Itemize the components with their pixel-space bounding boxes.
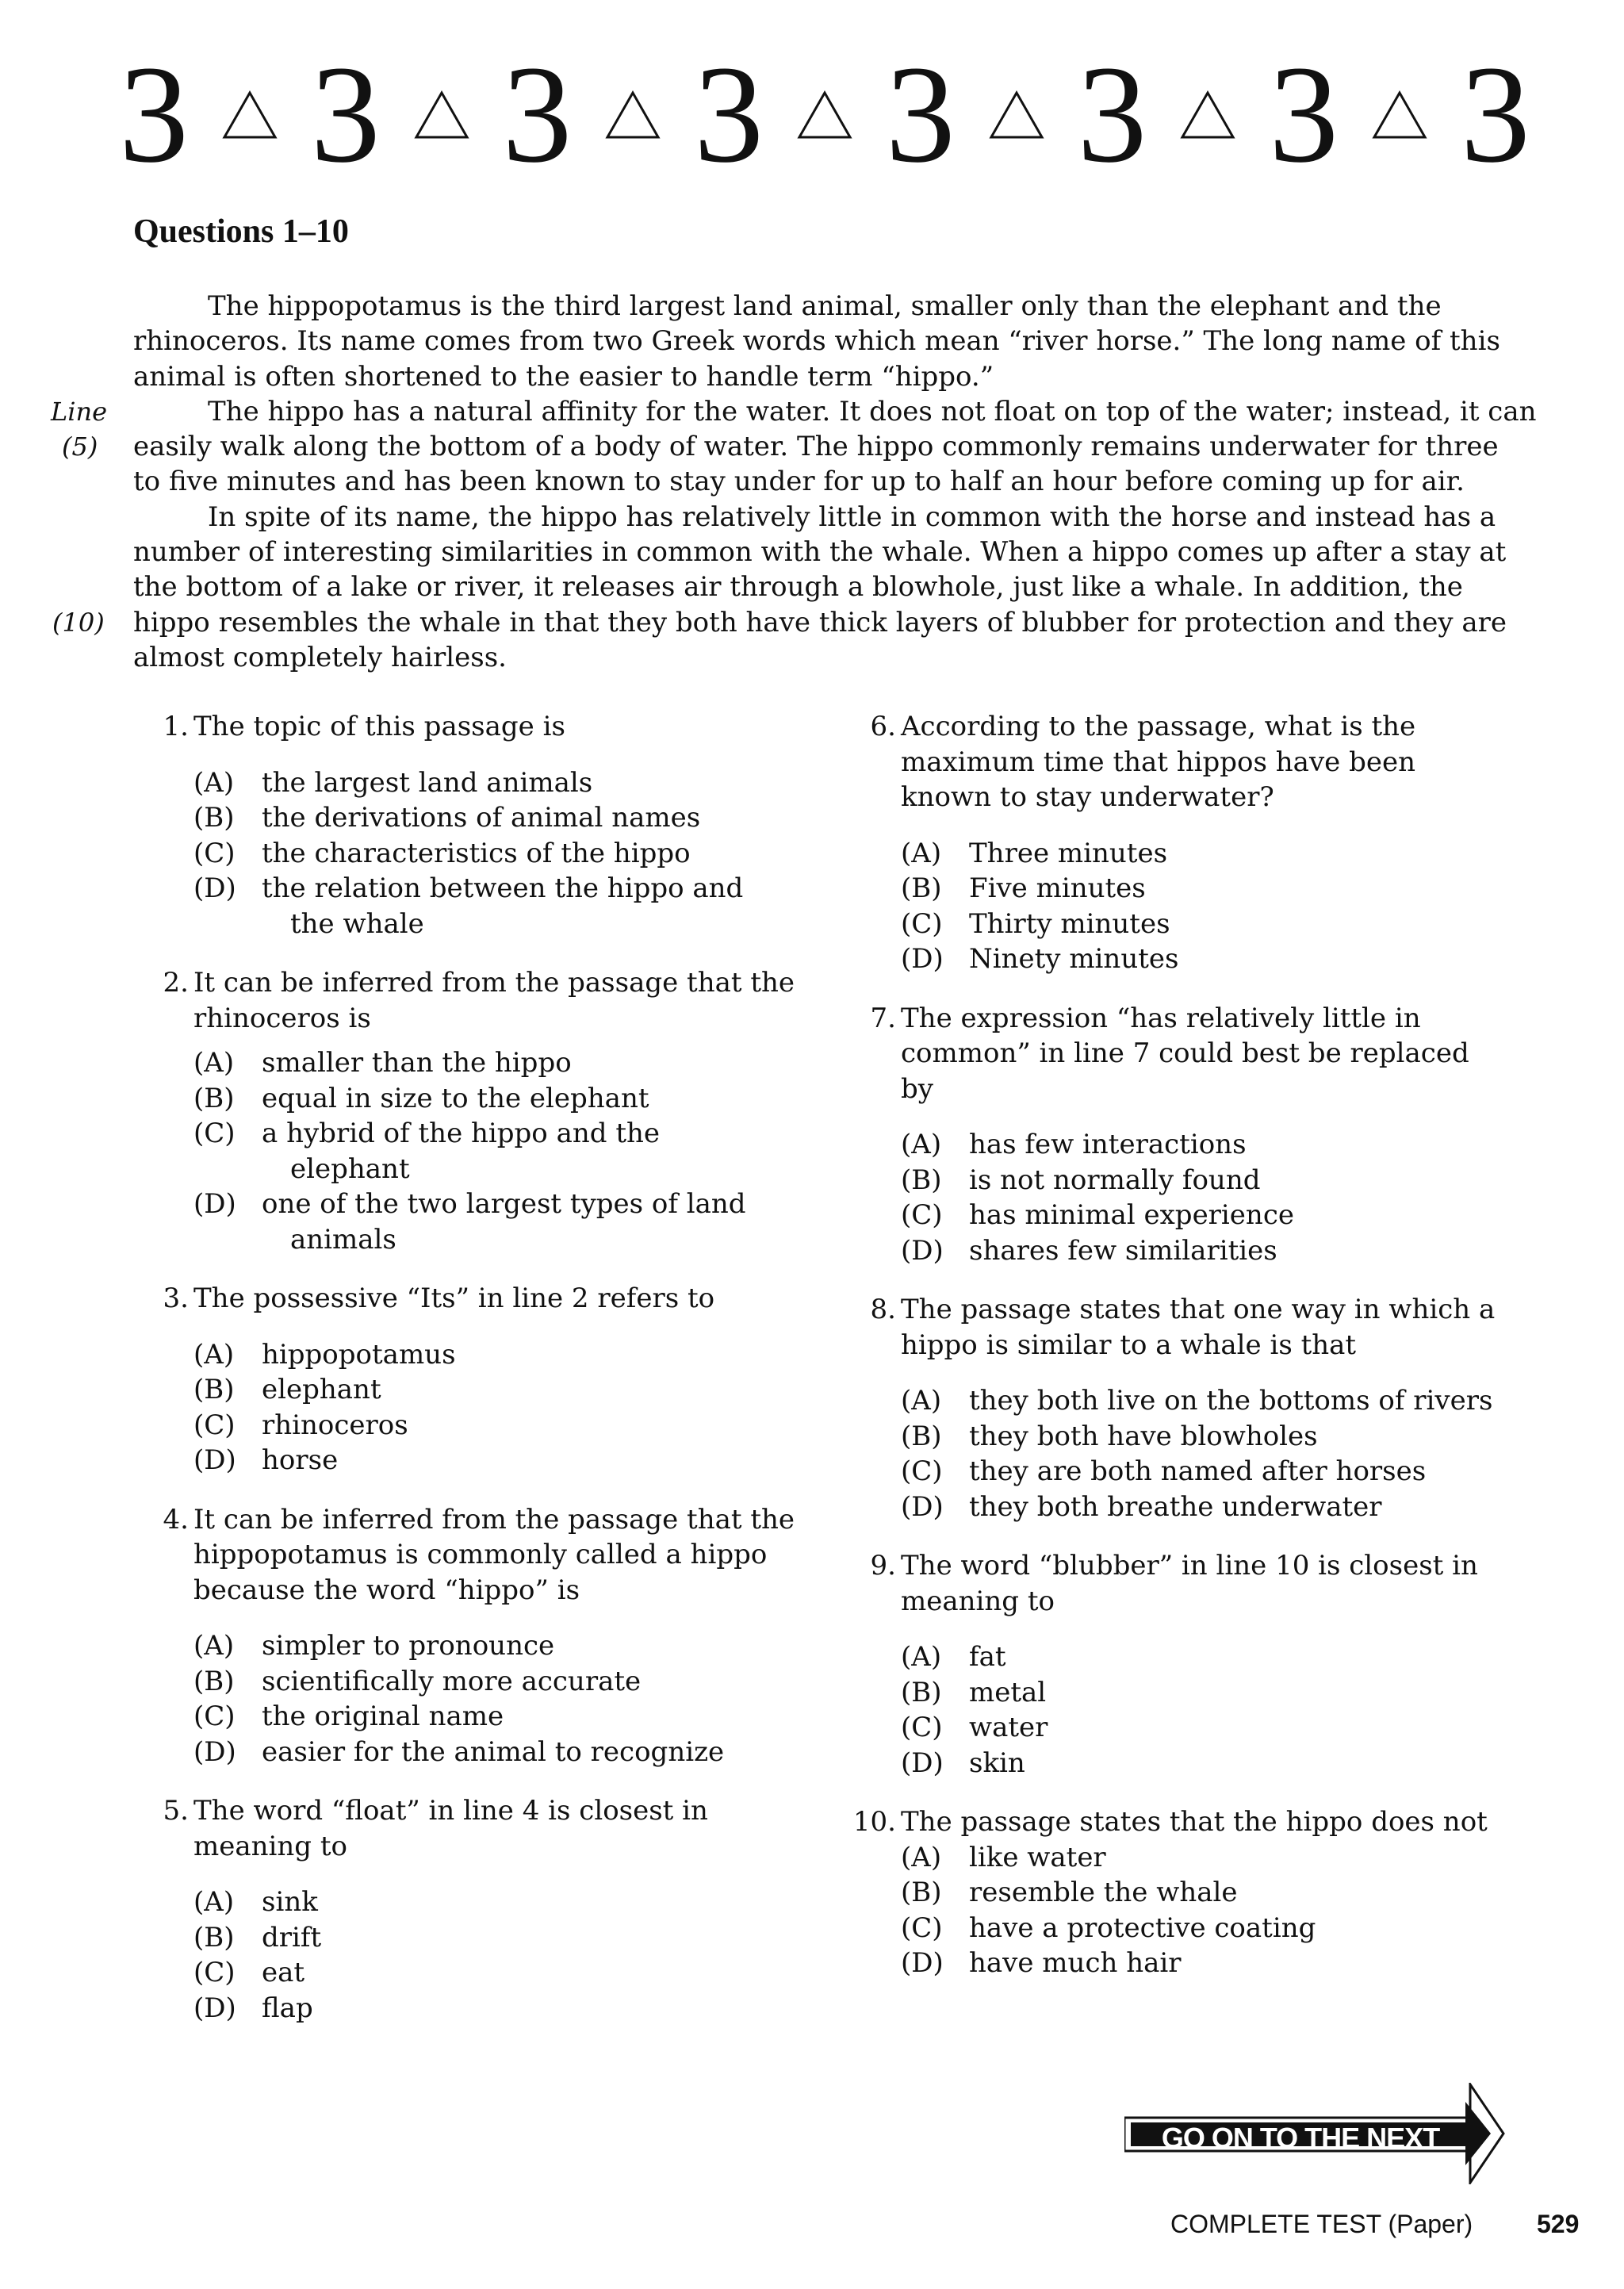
passage-line: animal is often shortened to the easier to handle term “hippo.” <box>133 360 994 393</box>
choice-c[interactable] <box>193 1408 839 1444</box>
choice-letter: (B) <box>901 1164 942 1196</box>
choice-b[interactable] <box>901 871 1530 907</box>
choice-letter: (D) <box>901 1746 944 1779</box>
question-stem <box>193 1502 839 1608</box>
section-number: 3 <box>310 37 381 192</box>
answer-choices <box>901 1639 1530 1781</box>
choice-text-line: one of the two largest types of land <box>262 1188 746 1220</box>
passage-line: rhinoceros. Its name comes from two Greek words which mean “river horse.” The long name of this <box>133 325 1500 358</box>
choice-letter: (C) <box>901 1712 943 1743</box>
choice-text: simpler to pronounce <box>262 1630 555 1662</box>
choice-text <box>262 871 839 941</box>
answer-choices <box>193 1337 839 1478</box>
passage-line: hippo resembles the whale in that they both have thick layers of blubber for protection and they are <box>133 606 1507 638</box>
choice-text: elephant <box>262 1374 381 1405</box>
passage-line: the bottom of a lake or river, it releases air through a blowhole, just like a whale. In addition, the <box>133 571 1463 604</box>
line-number-10: (10) <box>52 608 105 638</box>
stem-line: meaning to <box>193 1830 348 1862</box>
stem-line: because the word “hippo” is <box>193 1574 580 1606</box>
question-number: 2. <box>163 967 189 999</box>
choice-text-line: the relation between the hippo and <box>262 872 744 904</box>
choice-b[interactable] <box>193 1372 839 1408</box>
stem-line: The topic of this passage is <box>193 711 565 742</box>
choice-letter: (C) <box>901 907 943 940</box>
choice-text: sink <box>262 1886 318 1918</box>
question-9 <box>848 1548 1530 1781</box>
choice-letter: (D) <box>901 1490 944 1523</box>
choice-a[interactable] <box>193 1884 839 1920</box>
stem-line: hippo is similar to a whale is that <box>901 1329 1357 1361</box>
choice-text: eat <box>262 1957 305 1988</box>
choice-letter: (C) <box>193 837 236 869</box>
question-1 <box>141 709 839 941</box>
choice-b[interactable] <box>193 1920 839 1956</box>
question-number: 1. <box>163 711 189 742</box>
choice-text: they are both named after horses <box>969 1455 1427 1487</box>
stem-line: by <box>901 1072 933 1105</box>
choice-text: scientifically more accurate <box>262 1665 642 1697</box>
choice-letter: (B) <box>193 1082 235 1114</box>
answer-choices <box>193 1884 839 2026</box>
choice-a[interactable] <box>901 1383 1530 1419</box>
choice-d[interactable] <box>901 1233 1530 1269</box>
choice-text: resemble the whale <box>969 1877 1238 1908</box>
choice-letter: (C) <box>901 1911 943 1944</box>
choice-text-line: a hybrid of the hippo and the <box>262 1118 660 1149</box>
choice-text: Three minutes <box>969 837 1168 869</box>
choice-text: skin <box>969 1746 1025 1779</box>
question-stem <box>901 709 1530 815</box>
stem-line: hippopotamus is commonly called a hippo <box>193 1539 768 1570</box>
question-2 <box>141 965 839 1257</box>
choice-text: hippopotamus <box>262 1338 456 1371</box>
stem-line: The passage states that one way in which a <box>901 1294 1496 1325</box>
choice-text: water <box>969 1712 1048 1743</box>
choice-letter: (A) <box>901 1385 942 1417</box>
choice-letter: (A) <box>193 1338 235 1371</box>
choice-text: they both live on the bottoms of rivers <box>969 1385 1493 1417</box>
question-number: 3. <box>163 1283 189 1314</box>
choice-text: equal in size to the elephant <box>262 1082 649 1114</box>
stem-line: The passage states that the hippo does not <box>901 1806 1488 1838</box>
choice-letter: (D) <box>901 1947 944 1979</box>
choice-b[interactable] <box>193 1664 839 1700</box>
choice-d[interactable] <box>193 1443 839 1478</box>
triangle-icon <box>989 90 1044 140</box>
section-number: 3 <box>1077 37 1147 192</box>
choice-letter: (C) <box>193 1118 236 1149</box>
choice-text: Ninety minutes <box>969 943 1179 975</box>
choice-letter: (D) <box>901 1234 944 1267</box>
answer-choices <box>193 765 839 942</box>
choice-letter: (D) <box>193 872 236 904</box>
triangle-icon <box>414 90 469 140</box>
choice-text-line: elephant <box>290 1152 410 1185</box>
triangle-icon <box>797 90 852 140</box>
choice-text: easier for the animal to recognize <box>262 1735 725 1768</box>
choice-text: rhinoceros <box>262 1409 408 1441</box>
section-title: Questions 1–10 <box>133 213 349 250</box>
choice-letter: (B) <box>193 1665 235 1697</box>
choice-text: drift <box>262 1921 322 1954</box>
choice-letter: (C) <box>901 1199 943 1231</box>
choice-text-line: the whale <box>290 907 424 940</box>
line-margin-label: Line <box>51 397 108 427</box>
choice-a[interactable] <box>901 836 1530 872</box>
question-7 <box>848 1001 1530 1269</box>
choice-b[interactable] <box>901 1419 1530 1455</box>
stem-line: The possessive “Its” in line 2 refers to <box>193 1283 715 1314</box>
choice-c[interactable] <box>193 1116 839 1187</box>
choice-b[interactable] <box>901 1675 1530 1711</box>
section-number: 3 <box>885 37 956 192</box>
question-stem <box>193 1281 839 1317</box>
section-number: 3 <box>694 37 764 192</box>
choice-b[interactable] <box>901 1875 1530 1911</box>
triangle-icon <box>1372 90 1427 140</box>
choice-text: metal <box>969 1676 1047 1708</box>
stem-line: It can be inferred from the passage that the <box>193 967 795 999</box>
choice-letter: (A) <box>193 1047 235 1079</box>
choice-text: flap <box>262 1992 313 2024</box>
choice-letter: (B) <box>193 802 235 834</box>
choice-letter: (D) <box>193 1992 236 2024</box>
choice-letter: (B) <box>193 1374 235 1405</box>
question-8 <box>848 1292 1530 1524</box>
choice-letter: (D) <box>901 943 944 975</box>
choice-letter: (A) <box>193 1630 235 1662</box>
choice-text: horse <box>262 1444 339 1476</box>
question-stem <box>901 1548 1530 1619</box>
choice-letter: (A) <box>901 1129 942 1160</box>
question-3 <box>141 1281 839 1478</box>
choice-a[interactable] <box>901 1840 1530 1876</box>
choice-text: Five minutes <box>969 872 1146 904</box>
triangle-icon <box>222 90 278 140</box>
choice-b[interactable] <box>901 1163 1530 1198</box>
choice-c[interactable] <box>901 907 1530 942</box>
choice-text: they both breathe underwater <box>969 1490 1382 1523</box>
choice-letter: (B) <box>193 1921 235 1954</box>
choice-c[interactable] <box>901 1454 1530 1490</box>
question-number: 6. <box>870 711 896 742</box>
choice-c[interactable] <box>193 1955 839 1991</box>
choice-text: have much hair <box>969 1947 1182 1979</box>
choice-a[interactable] <box>193 1628 839 1664</box>
choice-letter: (A) <box>901 1841 942 1873</box>
choice-text: shares few similarities <box>969 1234 1277 1267</box>
choice-d[interactable] <box>901 1746 1530 1781</box>
choice-text: the largest land animals <box>262 766 593 799</box>
triangle-icon <box>1180 90 1235 140</box>
choice-c[interactable] <box>193 1699 839 1735</box>
choice-d[interactable] <box>193 1991 839 2026</box>
choice-text: smaller than the hippo <box>262 1047 572 1079</box>
answer-choices <box>193 1628 839 1769</box>
stem-line: maximum time that hippos have been <box>901 746 1415 778</box>
choice-d[interactable] <box>193 871 839 941</box>
section-number: 3 <box>1269 37 1339 192</box>
question-number: 9. <box>870 1550 896 1582</box>
page-number: 529 <box>1537 2210 1580 2238</box>
choice-text <box>262 1116 839 1187</box>
choice-letter: (A) <box>901 837 942 869</box>
choice-a[interactable] <box>193 1045 839 1081</box>
question-5 <box>141 1793 839 2026</box>
answer-choices <box>193 1045 839 1257</box>
section-header <box>119 37 1530 192</box>
choice-letter: (A) <box>193 1886 235 1918</box>
choice-d[interactable] <box>193 1187 839 1257</box>
choice-text: has few interactions <box>969 1129 1247 1160</box>
stem-line: The word “blubber” in line 10 is closest in <box>901 1550 1478 1582</box>
section-number: 3 <box>502 37 573 192</box>
choice-text: like water <box>969 1841 1106 1873</box>
choice-letter: (B) <box>901 872 942 904</box>
choice-text-line: animals <box>290 1223 396 1256</box>
choice-b[interactable] <box>193 800 839 836</box>
choice-letter: (C) <box>193 1957 236 1988</box>
passage-line: easily walk along the bottom of a body of water. The hippo commonly remains underwater for three <box>133 431 1499 463</box>
stem-line: known to stay underwater? <box>901 781 1274 813</box>
question-10 <box>848 1804 1530 1981</box>
reading-passage <box>133 289 1537 675</box>
question-number: 5. <box>163 1795 189 1827</box>
passage-line: In spite of its name, the hippo has relatively little in common with the horse and instead has a <box>208 500 1496 533</box>
stem-line: common” in line 7 could best be replaced <box>901 1037 1469 1069</box>
choice-letter: (D) <box>193 1735 236 1768</box>
question-stem <box>901 1292 1530 1363</box>
choice-c[interactable] <box>901 1198 1530 1233</box>
stem-line: rhinoceros is <box>193 1002 371 1034</box>
answer-choices <box>901 1840 1530 1981</box>
question-6 <box>848 709 1530 977</box>
choice-a[interactable] <box>193 1337 839 1373</box>
choice-letter: (B) <box>901 1877 942 1908</box>
triangle-icon <box>605 90 661 140</box>
question-stem <box>901 1001 1530 1107</box>
choice-a[interactable] <box>193 765 839 801</box>
passage-line: to five minutes and has been known to stay under for up to half an hour before coming up for air. <box>133 466 1465 498</box>
stem-line: The word “float” in line 4 is closest in <box>193 1795 708 1827</box>
choice-letter: (A) <box>193 766 235 799</box>
stem-line: meaning to <box>901 1585 1055 1617</box>
choice-letter: (A) <box>901 1641 942 1673</box>
choice-text: the original name <box>262 1700 504 1732</box>
section-number: 3 <box>119 37 189 192</box>
answer-choices <box>901 836 1530 977</box>
choice-text: the derivations of animal names <box>262 802 701 834</box>
choice-letter: (B) <box>901 1676 942 1708</box>
passage-line: The hippopotamus is the third largest land animal, smaller only than the elephant and the <box>208 290 1442 322</box>
section-number: 3 <box>1460 37 1530 192</box>
choice-text: they both have blowholes <box>969 1420 1318 1452</box>
choice-d[interactable] <box>901 941 1530 977</box>
choice-letter: (D) <box>193 1188 236 1220</box>
choice-letter: (C) <box>193 1409 236 1441</box>
answer-choices <box>901 1127 1530 1268</box>
choice-b[interactable] <box>193 1081 839 1117</box>
choice-c[interactable] <box>193 836 839 872</box>
choice-letter: (B) <box>901 1420 942 1452</box>
passage-line: The hippo has a natural affinity for the water. It does not float on top of the water; instead, it can <box>208 395 1537 428</box>
question-number: 4. <box>163 1503 189 1536</box>
question-number: 10. <box>852 1806 896 1838</box>
question-4 <box>141 1502 839 1770</box>
next-page-label[interactable]: GO ON TO THE NEXT PAGE <box>1161 2122 1440 2195</box>
choice-text: the characteristics of the hippo <box>262 837 691 869</box>
passage-line: number of interesting similarities in common with the whale. When a hippo comes up after a stay at <box>133 536 1507 569</box>
question-stem <box>193 709 839 745</box>
choice-text: is not normally found <box>969 1164 1261 1196</box>
choice-text: fat <box>969 1641 1006 1673</box>
stem-line: The expression “has relatively little in <box>901 1002 1421 1034</box>
stem-line: It can be inferred from the passage that the <box>193 1503 795 1536</box>
footer-title: COMPLETE TEST (Paper) <box>1170 2210 1473 2238</box>
choice-text: has minimal experience <box>969 1199 1294 1231</box>
choice-d[interactable] <box>901 1490 1530 1525</box>
choice-a[interactable] <box>901 1639 1530 1675</box>
choice-d[interactable] <box>193 1735 839 1770</box>
choice-text <box>262 1187 839 1257</box>
question-stem <box>193 1793 839 1864</box>
choice-a[interactable] <box>901 1127 1530 1163</box>
choice-c[interactable] <box>901 1710 1530 1746</box>
question-number: 7. <box>870 1002 896 1034</box>
line-number-5: (5) <box>62 431 98 462</box>
answer-choices <box>901 1383 1530 1524</box>
passage-line: almost completely hairless. <box>133 641 507 673</box>
choice-letter: (C) <box>901 1455 943 1487</box>
choice-letter: (C) <box>193 1700 236 1732</box>
choice-text: Thirty minutes <box>969 907 1170 940</box>
questions-column-left <box>141 709 839 2026</box>
question-number: 8. <box>870 1294 896 1325</box>
choice-letter: (D) <box>193 1444 236 1476</box>
questions-column-right <box>848 709 1530 1981</box>
stem-line: According to the passage, what is the <box>901 711 1416 742</box>
choice-c[interactable] <box>901 1911 1530 1946</box>
question-stem <box>901 1804 1530 1840</box>
choice-text: have a protective coating <box>969 1911 1316 1944</box>
question-stem <box>193 965 839 1036</box>
choice-d[interactable] <box>901 1946 1530 1981</box>
